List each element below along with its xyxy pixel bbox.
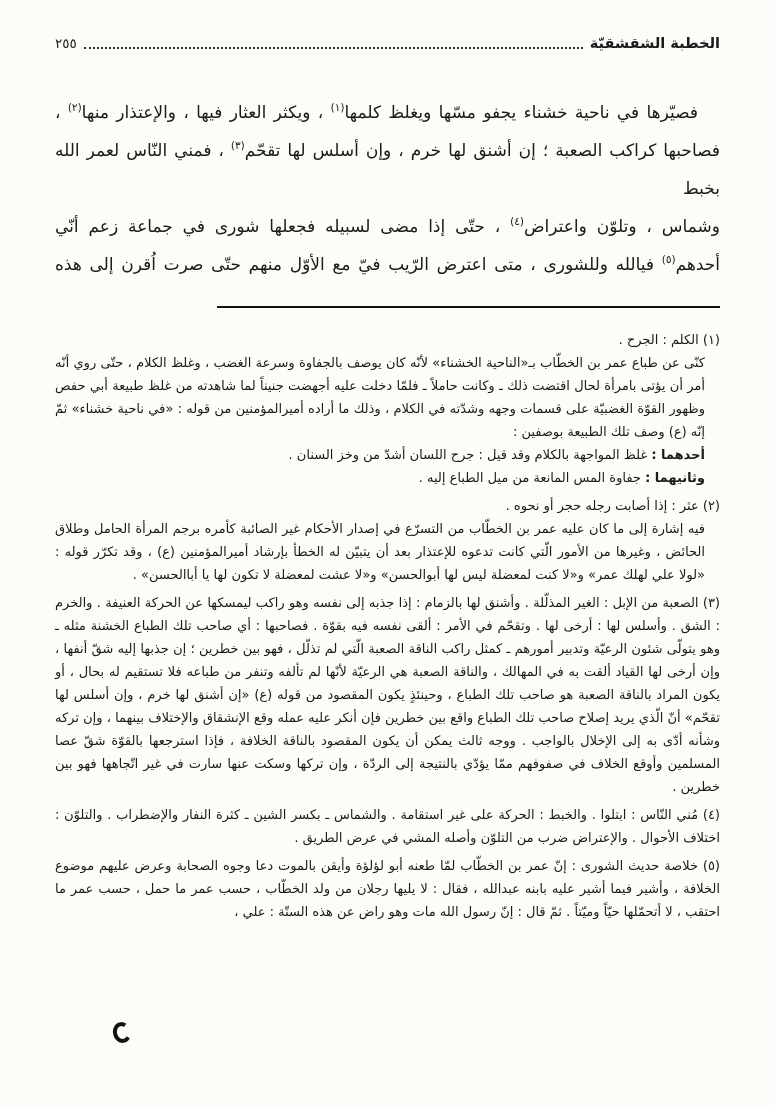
footnote-item — [55, 495, 720, 587]
footnote-paragraph: أحدهما : غلظ المواجهة بالكلام وقد قيل : جرح اللسان أشدّ من وخز السنان . — [288, 448, 705, 463]
footnote-item — [55, 592, 720, 799]
footnote-head: (٤) مُني النّاس : ابتلوا . والخبط : الحركة على غير استقامة . والشماس ـ بكسر الشين ـ كثرة النفار والإضطراب . والتلوّن : اختلاف الأحوال . والإعتراض ضرب من التلوّن وأصله المشي في عرض الطريق . — [55, 808, 720, 846]
footnote-number: (٤) — [702, 808, 720, 823]
footnote-lead: وثانيهما : — [645, 471, 705, 486]
crescent-icon — [111, 1020, 134, 1045]
footnote-number: (٣) — [702, 596, 720, 611]
sermon-line: فصاحبها كراكب الصعبة ؛ إن أشنق لها خرم ، وإن أسلس لها تقحّم$^{(٣)}$ ، فمني النّاس لعمر الله بخبط — [55, 140, 720, 199]
footnote-paragraph: وثانيهما : جفاوة المس المانعة من ميل الطباع إليه . — [418, 471, 705, 486]
footnote-separator — [217, 306, 720, 308]
footnote-paragraph: فيه إشارة إلى ما كان عليه عمر بن الخطّاب من التسرّع في إصدار الأحكام غير الصائبة كأمره برجم المرأة الحامل وطلاق الحائض ، وغيرها من الأمور الّتي كانت تدعوه للإعتذار بعد أن يتبيّن له الخطأ بإرشاد أميرالمؤمنين (ع) ، وقد تكرّر قوله : «لولا علي لهلك عمر» و«لا كنت لمعضلة ليس لها أبوالحسن» و«لا عشت لمعضلة لا تكون لها يا أباالحسن» . — [55, 522, 705, 583]
footnote-number: (١) — [702, 333, 720, 348]
sermon-line: فصيّرها في ناحية خشناء يجفو مسّها ويغلظ كلمها$^{(١)}$ ، ويكثر العثار فيها ، والإعتذار منها$^{(٢)}$ ، — [55, 102, 699, 123]
leader-dots — [84, 43, 583, 49]
footnote-ref: (٤) — [510, 216, 524, 228]
footnote-ref: (٥) — [661, 254, 676, 266]
footnote-number: (٢) — [702, 499, 720, 514]
sermon-line: أحدهم$^{(٥)}$ فيالله وللشورى ، متى اعترض الرّيب فيّ مع الأوّل منهم حتّى صرت اُقرن إلى هذه — [55, 254, 720, 275]
footnote-item — [55, 804, 720, 850]
chapter-title: الخطبة الشقشقيّة — [589, 36, 720, 52]
footnote-head: (٢) عثر : إذا أصابت رجله حجر أو نحوه . — [505, 499, 720, 514]
footnote-number: (٥) — [702, 859, 720, 874]
sermon-line: وشماس ، وتلوّن واعتراض$^{(٤)}$ ، حتّى إذا مضى لسبيله فجعلها شورى في جماعة زعم أنّي — [55, 216, 720, 237]
sermon-text — [55, 94, 720, 284]
page-header — [55, 36, 720, 52]
footnote-head: (٣) الصعبة من الإبل : الغير المذلّلة . وأشنق لها بالزمام : إذا جذبه إلى نفسه وهو راكب ليمسكها عن الحركة العنيفة . والخرم : الشق . وأسلس لها : أرخى لها . وتقحّم في الأمر : ألقى نفسه فيه بقوّة . فصاحبها : أي صاحب تلك الطباع الخشنة مثله ـ وهو يتولّى شئون الرعيّة وتدبير أمورهم ـ كمثل راكب الناقة الصعبة الّتي لم تذلّل ، فهو بين خطرين ؛ إن جذبها إليه شقّ أنفها ، وإن أرخى لها القياد ألقت به في المهالك ، والناقة الصعبة هي الرعيّة لأنّها لم تألفه وتنفر من طباعه فلا تستقيم له بحال ، أو يكون المراد بالناقة الصعبة هو صاحب تلك الطباع ، وحينئذٍ يكون المقصود من قوله (ع) «إن أشنق لها خرم ، وإن أسلس لها تقحّم» أنّ الّذي يريد إصلاح صاحب تلك الطباع واقع بين خطرين فإن أنكر عليه عمله وقع الإنشقاق والإختلاف بينهما ، وإن تركه وشأنه أدّى به إلى الإخلال بالواجب . ووجه ثالث يمكن أن يكون المقصود بالناقة الخلافة ، فإذا استرجعها بالقوّة شقّ عصا المسلمين وأوقع الخلاف في صفوفهم ممّا يؤدّي بالنتيجة إلى الردّة ، وإن تركها وسكت عنها سارت في غير اتّجاهها فهو بين خطرين . — [55, 596, 720, 795]
page-number: ٢٥٥ — [55, 36, 77, 52]
footnote-lead: أحدهما : — [651, 448, 705, 463]
footnote-ref: (٢) — [67, 102, 82, 114]
footnote-head: (٥) خلاصة حديث الشورى : إنّ عمر بن الخطّاب لمّا طعنه أبو لؤلؤة وأيقن بالموت دعا وجوه الصحابة وعرض عليهم موضوع الخلافة ، وأشير فيما أشير عليه بابنه عبدالله ، فقال : لا يليها رجلان من ولد الخطّاب ، حسب عمر ما حمل ، حسب عمر ما احتقب ، لا أتحمّلها حيّاً وميّتاً . ثمّ قال : إنّ رسول الله مات وهو راض عن هذه الستّة : علي ، — [55, 859, 720, 920]
footnote-head: (١) الكلم : الجرح . — [618, 333, 720, 348]
footnotes-section — [55, 316, 720, 924]
continuation-mark — [113, 1022, 131, 1043]
footnote-paragraph: كنّى عن طباع عمر بن الخطّاب بـ«الناحية الخشناء» لأنّه كان يوصف بالجفاوة وسرعة الغضب ، وغلظ الكلام ، حتّى روي أنّه أمر أن يؤتى بامرأة لحال اقتضت ذلك ـ وكانت حاملاً ـ فلمّا دخلت عليه أجهضت جنيناً لما شاهدته من غلظ طبيعة أبي حفص وظهور القوّة الغضبيّة على قسمات وجهه وشدّته في الكلام ، وذلك ما أراده أميرالمؤمنين من قوله : «في ناحية خشناء» ثمّ إنّه (ع) وصف تلك الطبيعة بوصفين : — [55, 356, 705, 440]
footnote-item — [55, 855, 720, 924]
footnote-item — [55, 329, 720, 490]
footnote-ref: (١) — [330, 102, 345, 114]
footnote-ref: (٣) — [230, 140, 245, 152]
